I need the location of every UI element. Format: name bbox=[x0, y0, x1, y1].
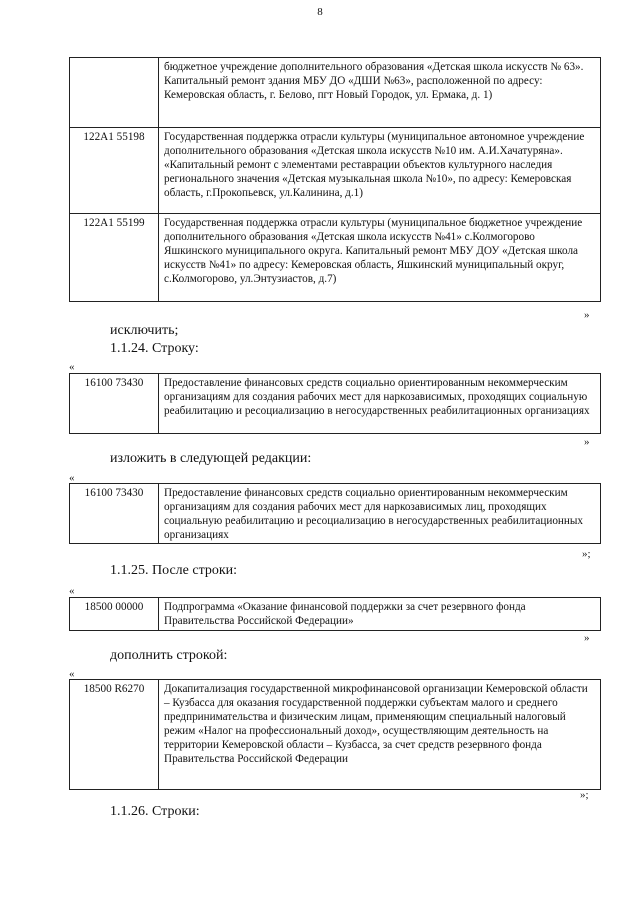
item-1-1-25: 1.1.25. После строки: bbox=[110, 563, 238, 578]
row-text: Предоставление финансовых средств социально ориентированным некоммерческим организациям для создания рабочих мест для наркозависимых, проходящих социальную реабилитацию и ресоциализацию в негосударственных реабилитационных организациях bbox=[159, 374, 601, 434]
table-row bbox=[70, 484, 601, 544]
row-code bbox=[70, 58, 159, 128]
opening-quote: « bbox=[69, 361, 75, 373]
opening-quote: « bbox=[69, 585, 75, 597]
row-code: 18500 R6270 bbox=[70, 680, 159, 790]
closing-quote: »; bbox=[580, 789, 589, 801]
exclude-instruction: исключить; bbox=[110, 323, 179, 338]
row-code: 122A1 55198 bbox=[70, 128, 159, 214]
row-code: 16100 73430 bbox=[70, 374, 159, 434]
row-text: Государственная поддержка отрасли культуры (муниципальное бюджетное учреждение дополнительного образования «Детская школа искусств №41» с.Колмогорово Яшкинского муниципального округа. Капитальный ремонт МБУ ДОУ «Детская школа искусств №41» по адресу: Кемеровская область, Яшкинский муниципальный округ, с.Колмогорово, ул.Энтузиастов, д.7) bbox=[159, 214, 601, 302]
row-code: 122A1 55199 bbox=[70, 214, 159, 302]
row-text: бюджетное учреждение дополнительного образования «Детская школа искусств № 63». Капитальный ремонт здания МБУ ДО «ДШИ №63», расположенной по адресу: Кемеровская область, г. Белово, пгт Новый Городок, ул. Ермака, д. 1) bbox=[159, 58, 601, 128]
budget-table-2 bbox=[69, 373, 601, 434]
page-number: 8 bbox=[317, 6, 323, 18]
budget-table-4 bbox=[69, 597, 601, 631]
row-text: Предоставление финансовых средств социально ориентированным некоммерческим организациям для создания рабочих мест для наркозависимых лиц, проходящих социальную реабилитацию и ресоциализацию в негосударственных реабилитационных организациях bbox=[159, 484, 601, 544]
table-row bbox=[70, 374, 601, 434]
budget-table-1 bbox=[69, 57, 601, 302]
state-instruction: изложить в следующей редакции: bbox=[110, 451, 312, 466]
opening-quote: « bbox=[69, 668, 75, 680]
table-row bbox=[70, 128, 601, 214]
row-code: 16100 73430 bbox=[70, 484, 159, 544]
budget-table-5 bbox=[69, 679, 601, 790]
budget-table-3 bbox=[69, 483, 601, 544]
closing-quote: » bbox=[584, 436, 590, 448]
row-text: Подпрограмма «Оказание финансовой поддержки за счет резервного фонда Правительства Российской Федерации» bbox=[159, 598, 601, 631]
closing-quote: » bbox=[584, 309, 590, 321]
table-row bbox=[70, 214, 601, 302]
table-row bbox=[70, 58, 601, 128]
add-instruction: дополнить строкой: bbox=[110, 648, 228, 663]
item-1-1-26: 1.1.26. Строки: bbox=[110, 804, 200, 819]
item-1-1-24: 1.1.24. Строку: bbox=[110, 341, 199, 356]
row-text: Государственная поддержка отрасли культуры (муниципальное автономное учреждение дополнительного образования «Детская школа искусств №10 им. А.И.Хачатуряна». «Капитальный ремонт с элементами реставрации объектов культурного наследия регионального значения «Детская музыкальная школа №10», по адресу: Кемеровская область, г.Прокопьевск, ул.Калинина, д.1) bbox=[159, 128, 601, 214]
table-row bbox=[70, 680, 601, 790]
opening-quote: « bbox=[69, 472, 75, 484]
table-row bbox=[70, 598, 601, 631]
row-text: Докапитализация государственной микрофинансовой организации Кемеровской области – Кузбасса для оказания государственной поддержки субъектам малого и среднего предпринимательства и физическим лицам, применяющим специальный налоговый режим «Налог на профессиональный доход», осуществляющим деятельность на территории Кемеровской области – Кузбасса, за счет средств резервного фонда Правительства Российской Федерации bbox=[159, 680, 601, 790]
row-code: 18500 00000 bbox=[70, 598, 159, 631]
closing-quote: » bbox=[584, 632, 590, 644]
closing-quote: »; bbox=[582, 548, 591, 560]
